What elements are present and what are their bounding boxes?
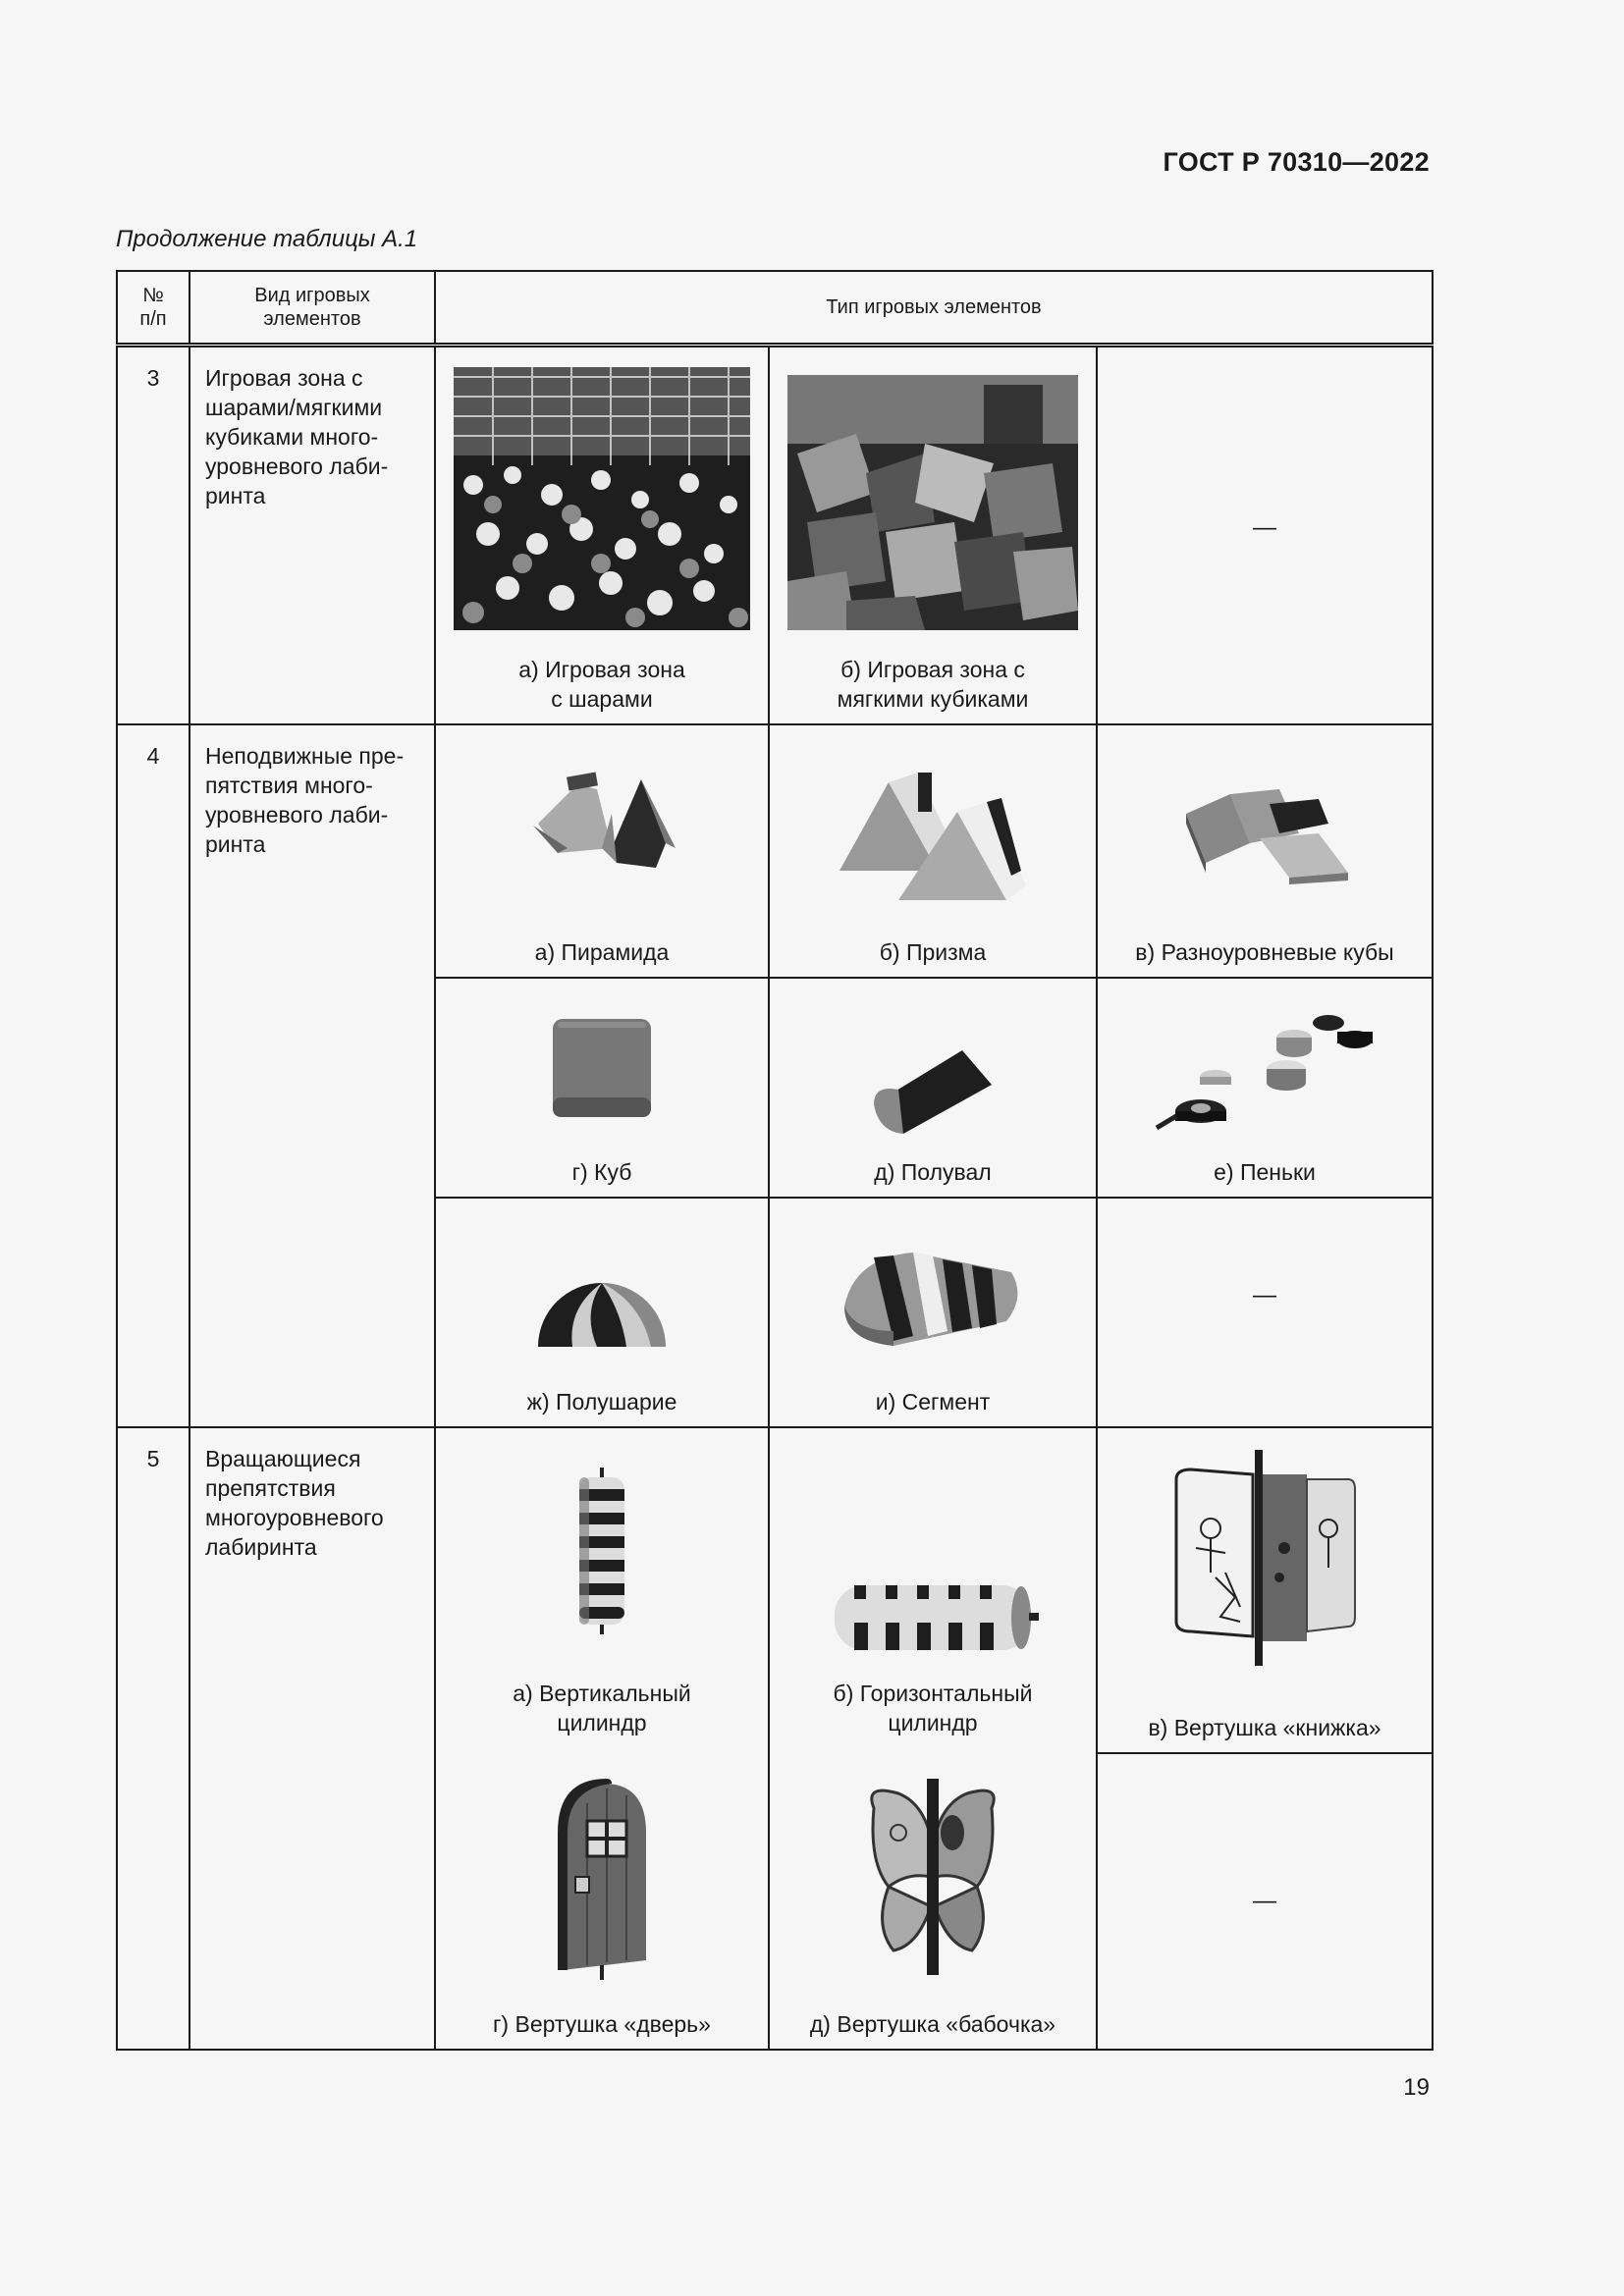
vertical-cylinder-image (568, 1468, 636, 1634)
cell-book-spinner (1097, 1427, 1433, 1753)
ball-pit-photo (454, 367, 750, 630)
horizontal-cylinder-image (825, 1574, 1041, 1662)
cell-foam-pit (769, 346, 1097, 724)
cell-vertical-cylinder-and-door (435, 1427, 769, 2050)
table-caption: Продолжение таблицы А.1 (116, 226, 418, 252)
caption-prism: б) Призма (879, 938, 987, 965)
caption-vertical-cylinder: а) Вертикальный цилиндр (513, 1680, 691, 1735)
book-spinner-image (1166, 1450, 1363, 1666)
caption-book-spinner: в) Вертушка «книжка» (1148, 1714, 1381, 1740)
stumps-image (1147, 1008, 1382, 1136)
header-type: Тип игровых элементов (435, 271, 1433, 346)
table-row-4 (117, 724, 1433, 978)
document-code: ГОСТ Р 70310—2022 (1163, 147, 1430, 177)
caption-foam-pit: б) Игровая зона с мягкими кубиками (837, 656, 1029, 712)
cell-horizontal-cylinder-and-butterfly (769, 1427, 1097, 2050)
half-roll-image (859, 1045, 1006, 1134)
table-row-3 (117, 346, 1433, 724)
row-kind: Игровая зона с шарами/мягкими кубиками много- уровневого лаби- ринта (189, 346, 435, 724)
cell-cube (435, 978, 769, 1198)
page-number: 19 (1403, 2074, 1430, 2101)
caption-multilevel-cubes: в) Разноуровневые кубы (1135, 938, 1394, 965)
play-elements-table (116, 270, 1434, 2051)
multilevel-cubes-image (1171, 765, 1358, 902)
hemisphere-image (523, 1224, 680, 1362)
row-kind: Неподвижные пре- пятствия много- уровневого лаби- ринта (189, 724, 435, 1427)
foam-cubes-photo (787, 375, 1078, 630)
cell-stumps (1097, 978, 1433, 1198)
table-row-5 (117, 1427, 1433, 1753)
caption-cube: г) Куб (571, 1158, 632, 1185)
cell-empty (1097, 346, 1433, 724)
row-number: 3 (117, 346, 189, 724)
cell-multilevel-cubes (1097, 724, 1433, 978)
empty-dash: — (1253, 1887, 1277, 1914)
prism-image (830, 763, 1036, 910)
cell-empty (1097, 1753, 1433, 2050)
cell-pyramid (435, 724, 769, 978)
caption-horizontal-cylinder: б) Горизонтальный цилиндр (833, 1680, 1033, 1735)
door-image (543, 1774, 661, 1980)
caption-segment: и) Сегмент (875, 1388, 991, 1415)
caption-stumps: е) Пеньки (1214, 1158, 1316, 1185)
cell-empty (1097, 1198, 1433, 1427)
row-number: 4 (117, 724, 189, 1427)
header-number: № п/п (117, 271, 189, 346)
cell-half-roll (769, 978, 1097, 1198)
segment-image (835, 1238, 1031, 1356)
caption-pyramid: а) Пирамида (534, 938, 670, 965)
row-number: 5 (117, 1427, 189, 2050)
pyramid-image (518, 755, 685, 882)
caption-ball-pit: а) Игровая зона с шарами (518, 656, 685, 712)
cube-image (538, 1004, 666, 1132)
caption-half-roll: д) Полувал (874, 1158, 992, 1185)
cell-segment (769, 1198, 1097, 1427)
header-kind: Вид игровых элементов (189, 271, 435, 346)
butterfly-image (854, 1779, 1011, 1975)
cell-ball-pit (435, 346, 769, 724)
caption-butterfly-spinner: д) Вертушка «бабочка» (809, 2010, 1056, 2037)
caption-hemisphere: ж) Полушарие (526, 1388, 677, 1415)
cell-hemisphere (435, 1198, 769, 1427)
empty-dash: — (1253, 513, 1277, 541)
cell-prism (769, 724, 1097, 978)
empty-dash: — (1253, 1282, 1277, 1309)
caption-door-spinner: г) Вертушка «дверь» (493, 2010, 711, 2037)
row-kind: Вращающиеся препятствия многоуровневого лабиринта (189, 1427, 435, 2050)
